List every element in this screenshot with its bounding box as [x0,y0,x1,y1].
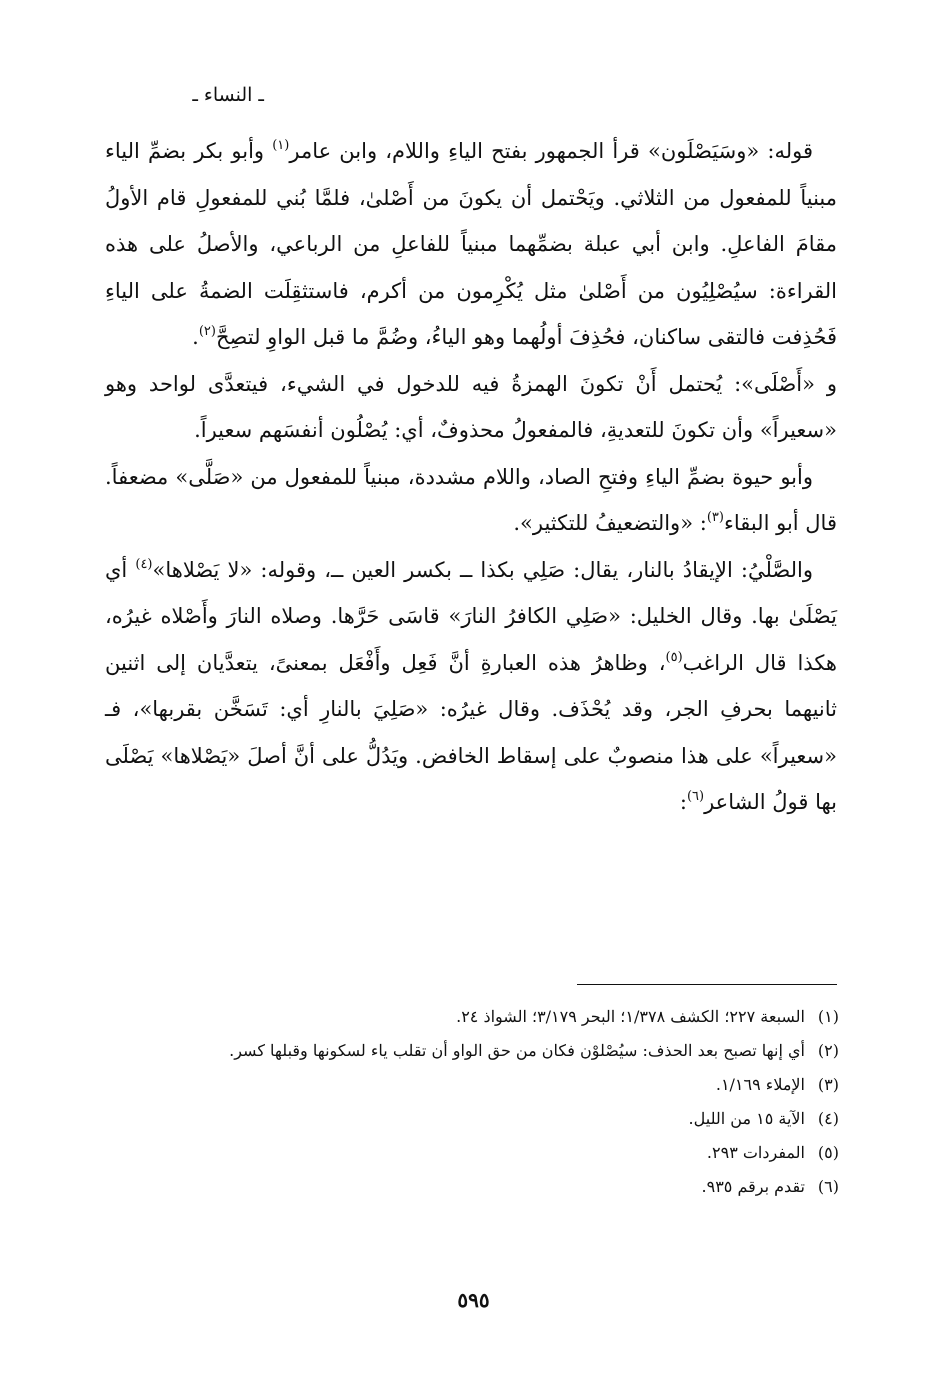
text-run: وأبو بكر بضمِّ الياء مبنياً للمفعول من الثلاثي. ويَحْتمل أن يكونَ من أَصْلىٰ، فلمَّا بُني للمفعولِ قام الأولُ مقامَ الفاعلِ. وابن أبي عبلة بضمِّهما مبنياً للفاعلِ من الرباعي، والأصلُ على هذه القراءة: سيُصْلِيُون من أَصْلىٰ مثل يُكْرِمون من أكرم، فاستثقِلَت الضمةُ على الياءِ فَحُذِفت فالتقى ساكنان، فحُذِفَ أولُهما وهو الياءُ، وضُمَّ ما قبل الواوِ لتصِحَّ [105,139,837,349]
footnote-item [104,1000,839,1034]
footnote-marker: (٥) [665,649,683,665]
text-run: وأبو حيوة بضمِّ الياءِ وفتحِ الصاد، واللام مشددة، مبنياً للمفعول من «صَلَّى» مضعفاً. قال أبو البقاء [105,464,837,535]
text-run: قوله: «وسَيَصْلَون» قرأ الجمهور بفتح الياءِ واللام، وابن عامر [289,139,813,163]
footnote-text: أي إنها تصبح بعد الحذف: سيُصْلوْن فكان من حق الواو أن تقلب ياء لسكونها وقبلها كسر. [229,1041,805,1060]
footnote-text: الآية ١٥ من الليل. [688,1109,805,1128]
footnote-number: (٤) [817,1109,839,1128]
page-number: ٥٩٥ [457,1288,490,1312]
footnote-number: (٢) [817,1041,839,1060]
text-run: . [192,325,199,349]
paragraph [105,454,837,547]
paragraph [105,361,837,454]
footnote-item [104,1170,839,1204]
paragraph [105,128,837,361]
footnote-marker: (٣) [706,510,724,525]
footnote-number: (١) [817,1007,839,1026]
footnote-text: السبعة ٢٢٧؛ الكشف ١/٣٧٨؛ البحر ٣/١٧٩؛ الشواذ ٢٤. [456,1007,805,1026]
footnote-number: (٣) [817,1075,839,1094]
footnote-item [104,1102,839,1136]
footnote-marker: (٢) [198,324,216,339]
footnote-number: (٥) [817,1143,839,1162]
text-run: : [679,790,687,814]
footnote-item [104,1034,839,1068]
text-run: : «والتضعيفُ للتكثير». [513,511,707,535]
paragraph [105,547,837,826]
footnotes [104,1000,839,1204]
footnote-separator [577,984,837,985]
footnote-text: الإملاء ١/١٦٩. [715,1075,805,1094]
text-run: أي يَصْلَىٰ بها. وقال الخليل: «صَلِي الكافرُ النارَ» قاسَى حَرَّها. وصلاه النارَ وأَصْلاه غيرُه، هكذا قال الراغب [105,557,837,675]
footnote-text: تقدم برقم ٩٣٥. [701,1177,805,1196]
running-head: ـ النساء ـ [192,84,264,106]
footnote-item [104,1136,839,1170]
footnote-text: المفردات ٢٩٣. [706,1143,805,1162]
footnote-marker: (٦) [686,789,705,804]
text-run: ، وظاهرُ هذه العبارةِ أنَّ فَعِل وأَفْعَل بمعنىً، يتعدَّيان إلى اثنين ثانيهما بحرفِ الجر، وقد يُحْذَف. وقال غيرُه: «صَلِيَ بالنارِ أي: تَسَخَّن بقربها»، فـ «سعيراً» على هذا منصوبٌ على إسقاط الخافض. ويَدُلُّ على أنَّ أصلَ «يَصْلاها» يَصْلَى بها قولُ الشاعر [105,650,837,814]
main-text [105,128,837,826]
footnote-number: (٦) [817,1177,839,1196]
footnote-marker: (٤) [135,556,153,572]
footnote-item [104,1068,839,1102]
text-run: والصَّلْيُ: الإيقادُ بالنار، يقال: صَلِي بكذا ــ بكسر العين ــ، وقوله: «لا يَصْلاها» [152,557,813,582]
text-run: و «أَصْلَى»: يُحتمل أَنْ تكونَ الهمزةُ فيه للدخول في الشيء، فيتعدَّى لواحد وهو «سعيراً» وأن تكونَ للتعديةِ، فالمفعولُ محذوفٌ، أي: يُصْلُون أنفسَهم سعيراً. [105,371,837,442]
footnote-marker: (١) [272,138,290,153]
